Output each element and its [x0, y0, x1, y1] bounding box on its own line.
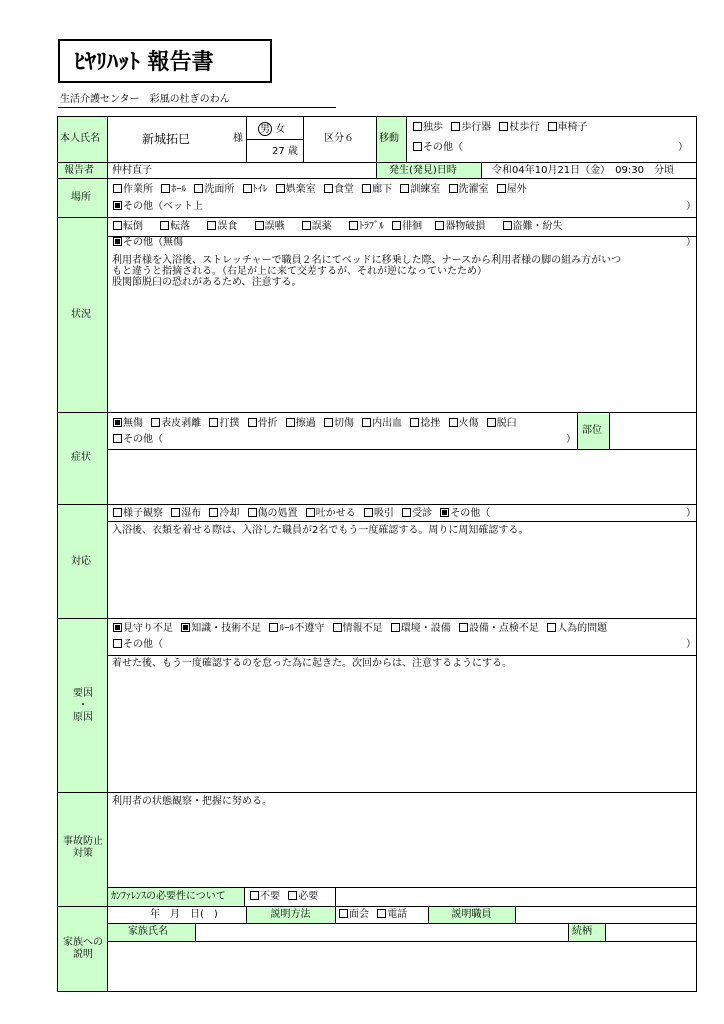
symptom-option[interactable] — [324, 418, 354, 429]
option-label: 湿布 — [181, 508, 202, 519]
place-option[interactable] — [243, 184, 268, 195]
place-option[interactable] — [362, 184, 392, 195]
option-label: 転落 — [170, 221, 191, 232]
category-value[interactable]: 区分６ — [324, 133, 354, 144]
checkbox-icon[interactable] — [171, 508, 180, 517]
checkbox-icon[interactable] — [391, 623, 400, 632]
mobility-label: 移動 — [379, 133, 399, 144]
checkbox-icon[interactable] — [207, 221, 216, 230]
inner-line — [108, 236, 697, 237]
checkbox-icon[interactable] — [487, 418, 496, 427]
inner-line — [246, 139, 303, 140]
col-line — [335, 887, 336, 906]
symptom-option[interactable] — [209, 418, 239, 429]
cause-option[interactable] — [113, 623, 173, 634]
option-label: 必要 — [298, 891, 319, 902]
checkbox-icon[interactable] — [413, 142, 422, 151]
conference-label: ｶﾝﾌｧﾚﾝｽの必要性について — [111, 891, 226, 902]
col-line — [244, 887, 245, 906]
symptom-option[interactable] — [113, 418, 143, 429]
option-label: 無傷 — [123, 418, 143, 429]
mobility-other-close: ） — [678, 142, 688, 153]
option-label: その他（無傷 — [123, 237, 183, 248]
col-line — [376, 116, 377, 178]
option-label: 環境・設備 — [400, 623, 451, 634]
row-line — [57, 217, 697, 218]
checkbox-icon[interactable] — [243, 184, 252, 193]
cause-options — [113, 623, 612, 635]
option-label: 人為的問題 — [557, 623, 608, 634]
option-label: 傷の処置 — [257, 508, 298, 519]
mobility-option[interactable] — [548, 122, 588, 133]
option-label: 車椅子 — [557, 122, 588, 133]
symptom-option[interactable] — [449, 418, 479, 429]
option-label: 作業所 — [123, 184, 153, 195]
option-label: 内出血 — [372, 418, 403, 429]
cause-text[interactable]: 着せた後、もう一度確認するのを怠った為に起きた。次回からは、注意するようにする。 — [112, 658, 512, 669]
place-other-close: ） — [686, 201, 696, 212]
response-option[interactable] — [248, 508, 298, 519]
place-option[interactable] — [449, 184, 489, 195]
col-line — [609, 412, 610, 449]
sex-male-circled[interactable]: 男 — [260, 124, 270, 135]
method-label: 説明方法 — [270, 909, 311, 920]
mobility-option[interactable] — [499, 122, 539, 133]
place-option[interactable] — [161, 184, 186, 195]
checkbox-icon[interactable] — [248, 418, 257, 427]
checkbox-icon[interactable] — [413, 122, 422, 131]
option-label: 不要 — [260, 891, 280, 902]
situation-option[interactable] — [435, 221, 485, 232]
place-options — [113, 184, 532, 196]
checkbox-icon[interactable] — [113, 221, 122, 230]
situation-option[interactable] — [302, 221, 332, 232]
checkbox-icon[interactable] — [339, 909, 348, 918]
option-label: 切傷 — [333, 418, 354, 429]
mobility-options — [413, 122, 593, 134]
option-label: 表皮剥離 — [161, 418, 202, 429]
cause-option[interactable] — [181, 623, 261, 634]
age-value[interactable]: 27 歳 — [272, 146, 298, 157]
checkbox-icon[interactable] — [402, 508, 411, 517]
col-line — [335, 906, 336, 923]
family-date[interactable]: 年 月 日( ) — [150, 909, 218, 920]
datetime-label: 発生(発見)日時 — [389, 165, 457, 176]
inner-line — [108, 941, 697, 942]
method-option[interactable] — [339, 909, 369, 920]
option-label: 打撲 — [219, 418, 240, 429]
checkbox-icon[interactable] — [269, 623, 278, 632]
inner-line — [108, 923, 697, 924]
checkbox-icon[interactable] — [449, 418, 458, 427]
option-label: 訓練室 — [410, 184, 441, 195]
option-label: 冷却 — [219, 508, 240, 519]
col-line — [406, 116, 407, 162]
place-option[interactable] — [400, 184, 440, 195]
row-line — [57, 792, 697, 793]
symptom-option[interactable] — [362, 418, 402, 429]
option-label: 見守り不足 — [123, 623, 173, 634]
option-label: その他（ベット上 — [123, 201, 203, 212]
checkbox-icon[interactable] — [349, 221, 358, 230]
response-option[interactable] — [306, 508, 356, 519]
option-label: その他（ — [123, 434, 163, 445]
checkbox-icon[interactable] — [255, 221, 264, 230]
checkbox-icon[interactable] — [547, 623, 556, 632]
checkbox-checked-icon[interactable] — [181, 623, 190, 632]
checkbox-icon[interactable] — [194, 184, 203, 193]
option-label: 吐かせる — [315, 508, 356, 519]
cause-other[interactable] — [113, 639, 163, 651]
checkbox-icon[interactable] — [151, 418, 160, 427]
option-label: ﾄﾗﾌﾞﾙ — [358, 221, 384, 232]
option-label: 面会 — [349, 909, 369, 920]
col-line — [195, 923, 196, 941]
checkbox-icon[interactable] — [503, 221, 512, 230]
option-label: 吸引 — [373, 508, 394, 519]
conference-option[interactable] — [288, 891, 318, 902]
response-option[interactable] — [364, 508, 394, 519]
checkbox-icon[interactable] — [276, 184, 285, 193]
cause-option[interactable] — [333, 623, 383, 634]
checkbox-icon[interactable] — [364, 508, 373, 517]
checkbox-icon[interactable] — [362, 184, 371, 193]
checkbox-icon[interactable] — [410, 418, 419, 427]
symptom-option[interactable] — [286, 418, 316, 429]
checkbox-icon[interactable] — [286, 418, 295, 427]
option-label: 脱臼 — [496, 418, 517, 429]
col-line — [303, 116, 304, 162]
option-label: 盗難・紛失 — [512, 221, 563, 232]
sex-female[interactable]: 女 — [275, 124, 286, 135]
option-label: 器物破損 — [445, 221, 486, 232]
cause-label-dot: ・ — [78, 700, 88, 711]
response-options — [113, 508, 495, 520]
prevention-label-1: 事故防止 — [63, 836, 103, 847]
option-label: 転倒 — [123, 221, 143, 232]
situation-option[interactable] — [349, 221, 384, 232]
option-label: 電話 — [387, 909, 408, 920]
checkbox-icon[interactable] — [113, 639, 122, 648]
checkbox-icon[interactable] — [160, 221, 169, 230]
place-option[interactable] — [324, 184, 354, 195]
symptom-option[interactable] — [410, 418, 440, 429]
mobility-option[interactable] — [413, 122, 443, 133]
facility-underline — [58, 107, 336, 108]
checkbox-icon[interactable] — [449, 184, 458, 193]
method-option[interactable] — [377, 909, 407, 920]
part-label: 部位 — [582, 425, 602, 436]
checkbox-icon[interactable] — [324, 418, 333, 427]
row-line — [57, 618, 697, 619]
checkbox-icon[interactable] — [113, 508, 122, 517]
option-label: 様子観察 — [123, 508, 163, 519]
option-label: 洗濯室 — [458, 184, 489, 195]
method-options — [339, 909, 412, 921]
option-label: 娯楽室 — [285, 184, 316, 195]
situation-label: 状況 — [71, 309, 91, 320]
option-label: 受診 — [412, 508, 433, 519]
situation-text-line-1[interactable]: 利用者様を入浴後、ストレッチャーで職員２名にてベッドに移乗した際、ナースから利用者様の脚の組み方がいつ — [112, 255, 622, 266]
symptom-label: 症状 — [71, 452, 91, 463]
symptom-other-close: ） — [566, 434, 576, 445]
checkbox-icon[interactable] — [377, 909, 386, 918]
checkbox-icon[interactable] — [435, 221, 444, 230]
conference-option[interactable] — [250, 891, 280, 902]
symptom-option[interactable] — [487, 418, 517, 429]
situation-options — [113, 221, 568, 233]
option-label: 誤薬 — [311, 221, 332, 232]
inner-line — [108, 887, 697, 888]
option-label: 廊下 — [372, 184, 393, 195]
checkbox-icon[interactable] — [497, 184, 506, 193]
option-label: 食堂 — [333, 184, 354, 195]
situation-option[interactable] — [255, 221, 285, 232]
option-label: 歩行器 — [461, 122, 492, 133]
place-option[interactable] — [194, 184, 234, 195]
cause-option[interactable] — [547, 623, 607, 634]
response-option[interactable] — [402, 508, 432, 519]
situation-other[interactable] — [113, 237, 183, 249]
checkbox-icon[interactable] — [113, 184, 122, 193]
place-label: 場所 — [71, 192, 91, 203]
reporter-value[interactable]: 仲村直子 — [112, 165, 152, 176]
col-line — [481, 162, 482, 178]
col-line — [605, 923, 606, 941]
col-line — [515, 906, 516, 923]
option-label: 情報不足 — [342, 623, 383, 634]
checkbox-checked-icon[interactable] — [113, 237, 122, 246]
name-value[interactable]: 新城拓巳 — [142, 132, 191, 146]
checkbox-icon[interactable] — [288, 891, 297, 900]
reporter-label: 報告者 — [64, 165, 94, 176]
response-option[interactable] — [113, 508, 163, 519]
checkbox-icon[interactable] — [392, 221, 401, 230]
checkbox-icon[interactable] — [250, 891, 259, 900]
checkbox-icon[interactable] — [302, 221, 311, 230]
option-label: 擦過 — [295, 418, 316, 429]
label-divider — [107, 116, 108, 992]
place-option[interactable] — [113, 184, 153, 195]
symptom-option[interactable] — [151, 418, 201, 429]
option-label: 設備・点検不足 — [468, 623, 539, 634]
situation-option[interactable] — [113, 221, 143, 232]
checkbox-icon[interactable] — [362, 418, 371, 427]
family-name-label: 家族氏名 — [128, 926, 168, 937]
cause-label-2: 原因 — [73, 712, 93, 723]
col-line — [577, 412, 578, 449]
checkbox-icon[interactable] — [333, 623, 342, 632]
row-line — [57, 412, 697, 413]
option-label: 洗面所 — [204, 184, 235, 195]
option-label: その他（ — [123, 639, 163, 650]
option-label: その他（ — [450, 508, 491, 519]
situation-option[interactable] — [207, 221, 237, 232]
cause-option[interactable] — [459, 623, 539, 634]
name-label: 本人氏名 — [60, 133, 100, 144]
inner-line — [108, 449, 697, 450]
checkbox-icon[interactable] — [113, 434, 122, 443]
mobility-other[interactable] — [413, 142, 463, 154]
symptom-other[interactable] — [113, 434, 163, 446]
checkbox-checked-icon[interactable] — [440, 508, 449, 517]
checkbox-icon[interactable] — [248, 508, 257, 517]
family-label-2: 説明 — [73, 949, 93, 960]
situation-option[interactable] — [503, 221, 563, 232]
row-line — [57, 504, 697, 505]
response-label: 対応 — [71, 556, 91, 567]
checkbox-icon[interactable] — [451, 122, 460, 131]
checkbox-checked-icon[interactable] — [113, 418, 122, 427]
row-line — [57, 178, 697, 179]
cause-option[interactable] — [269, 623, 324, 634]
facility-name: 生活介護センター 彩風の杜ぎのわん — [60, 94, 230, 105]
prevention-text[interactable]: 利用者の状態観察・把握に努める。 — [112, 796, 272, 807]
inner-line — [108, 655, 697, 656]
place-other[interactable] — [113, 201, 203, 213]
family-label-1: 家族への — [63, 937, 103, 948]
place-option[interactable] — [497, 184, 527, 195]
option-label: 知識・技術不足 — [191, 623, 262, 634]
option-label: 骨折 — [257, 418, 278, 429]
option-label: 火傷 — [458, 418, 479, 429]
option-label: ﾄｲﾚ — [252, 184, 268, 195]
checkbox-checked-icon[interactable] — [113, 201, 122, 210]
situation-option[interactable] — [392, 221, 422, 232]
sex-selector[interactable] — [258, 122, 285, 137]
option-label: 誤食 — [217, 221, 238, 232]
response-text[interactable]: 入浴後、衣類を着せる際は、入浴した職員が2名でもう一度確認する。周りに周知確認する。 — [112, 525, 529, 536]
checkbox-icon[interactable] — [324, 184, 333, 193]
response-other-close: ） — [686, 508, 696, 519]
cause-other-close: ） — [686, 639, 696, 650]
situation-text-line-3[interactable]: 股関節脱臼の恐れがあるため、注意する。 — [112, 277, 302, 288]
row-line — [57, 162, 697, 163]
relation-label: 続柄 — [572, 926, 592, 937]
option-label: 徘徊 — [402, 221, 423, 232]
checkbox-icon[interactable] — [499, 122, 508, 131]
option-label: 屋外 — [506, 184, 527, 195]
option-label: ﾙｰﾙ不遵守 — [279, 623, 325, 634]
page-title: ﾋﾔﾘﾊｯﾄ 報告書 — [74, 50, 214, 75]
checkbox-icon[interactable] — [548, 122, 557, 131]
honorific: 様 — [233, 133, 243, 144]
checkbox-icon[interactable] — [400, 184, 409, 193]
conference-options — [250, 891, 323, 903]
col-line — [246, 116, 247, 162]
place-option[interactable] — [276, 184, 316, 195]
option-label: その他（ — [423, 142, 463, 153]
checkbox-icon[interactable] — [459, 623, 468, 632]
option-label: 誤嚥 — [264, 221, 285, 232]
checkbox-icon[interactable] — [209, 418, 218, 427]
cause-label-1: 要因 — [73, 688, 93, 699]
situation-other-close: ） — [686, 237, 696, 248]
situation-option[interactable] — [160, 221, 190, 232]
response-option[interactable] — [209, 508, 239, 519]
response-option[interactable] — [440, 508, 490, 519]
option-label: ﾎｰﾙ — [171, 184, 187, 195]
checkbox-checked-icon[interactable] — [113, 623, 122, 632]
row-line — [57, 906, 697, 907]
checkbox-icon[interactable] — [161, 184, 170, 193]
datetime-value[interactable]: 令和04年10月21日（金） 09:30 分頃 — [492, 165, 674, 176]
option-label: 独歩 — [423, 122, 443, 133]
symptom-options — [113, 418, 522, 430]
col-line — [568, 923, 569, 941]
option-label: 杖歩行 — [509, 122, 540, 133]
inner-line — [108, 521, 697, 522]
mobility-option[interactable] — [451, 122, 491, 133]
checkbox-icon[interactable] — [209, 508, 218, 517]
cause-option[interactable] — [391, 623, 451, 634]
checkbox-icon[interactable] — [306, 508, 315, 517]
prevention-label-2: 対策 — [73, 848, 93, 859]
option-label: 捻挫 — [420, 418, 441, 429]
situation-text-line-2[interactable]: もと違うと指摘される。（右足が上に来て交差するが、それが逆になっていたため） — [112, 266, 487, 277]
symptom-option[interactable] — [248, 418, 278, 429]
staff-label: 説明職員 — [451, 909, 492, 920]
response-option[interactable] — [171, 508, 201, 519]
